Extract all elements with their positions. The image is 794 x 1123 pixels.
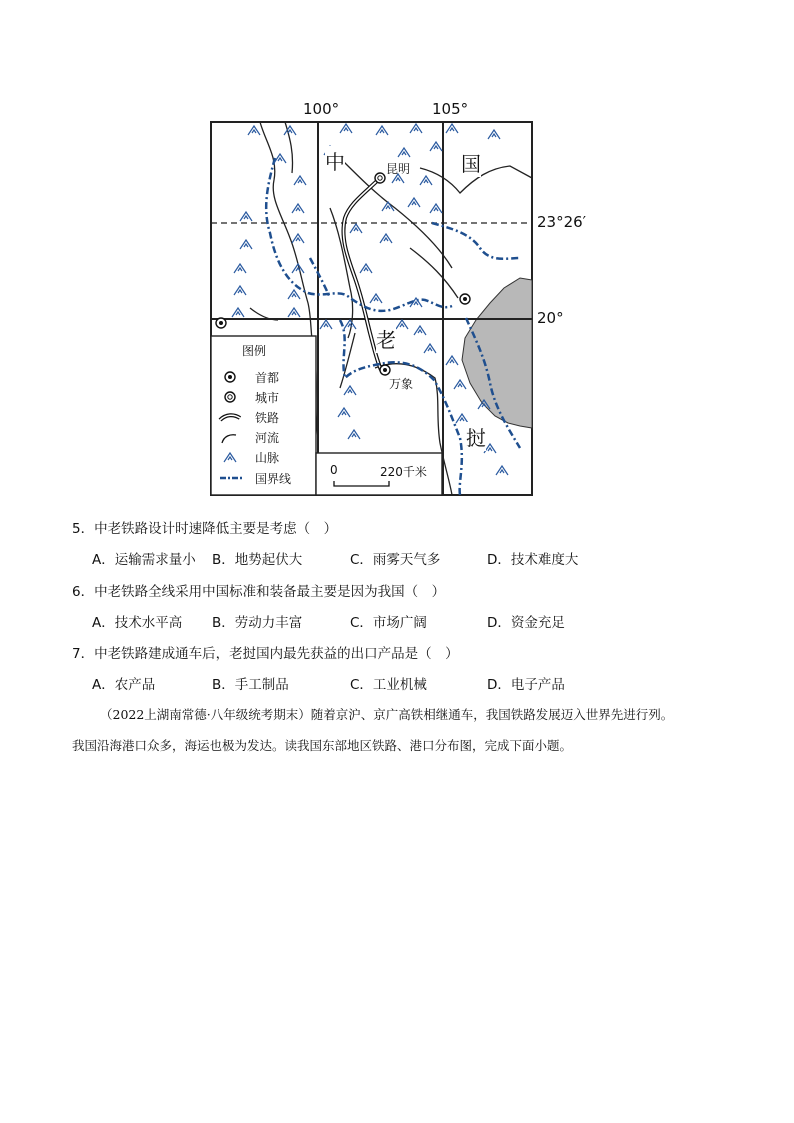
legend-item-mountain: 山脉: [255, 451, 280, 465]
question-6-option-c: C．市场广阔: [350, 615, 427, 631]
question-6-option-b: B．劳动力丰富: [212, 615, 303, 631]
legend-item-border: 国界线: [255, 472, 292, 486]
scale-zero-label: 0: [330, 463, 338, 477]
question-5-option-a: A．运输需求量小: [92, 552, 196, 568]
map-svg: [190, 98, 560, 498]
intro-line-2: 我国沿海港口众多，海运也极为发达。读我国东部地区铁路、港口分布图，完成下面小题。: [72, 738, 573, 753]
question-5-stem: 5．中老铁路设计时速降低主要是考虑（ ）: [72, 521, 338, 537]
capital-icon-west: [216, 318, 226, 328]
question-7-option-a: A．农产品: [92, 677, 156, 693]
question-5-option-d: D．技术难度大: [487, 552, 579, 568]
legend-item-railway: 铁路: [255, 411, 280, 425]
question-5-option-b: B．地势起伏大: [212, 552, 303, 568]
lon-label-100: 100°: [303, 100, 340, 118]
question-5-option-c: C．雨雾天气多: [350, 552, 441, 568]
intro-line-1: （2022上湖南常德·八年级统考期末）随着京沪、京广高铁相继通车，我国铁路发展迈入世界先进行列。: [100, 707, 674, 722]
kunming-city-icon: [375, 173, 385, 183]
country-label-lao: 老: [376, 324, 396, 353]
legend-item-capital: 首都: [255, 371, 280, 385]
capital-icon-east: [460, 294, 470, 304]
scale-value-label: 220千米: [380, 465, 427, 479]
lat-label-tropic: 23°26′: [537, 213, 587, 231]
legend-item-city: 城市: [255, 391, 280, 405]
country-label-guo: 国: [461, 148, 481, 177]
question-6-stem: 6．中老铁路全线采用中国标准和装备最主要是因为我国（ ）: [72, 584, 446, 600]
country-label-wo: 挝: [466, 422, 486, 451]
city-label-kunming: 昆明: [386, 162, 411, 176]
question-7-option-c: C．工业机械: [350, 677, 427, 693]
map-figure: [190, 98, 587, 498]
country-label-zhong: 中: [325, 146, 345, 175]
lat-label-20: 20°: [537, 309, 564, 327]
question-6-option-d: D．资金充足: [487, 615, 565, 631]
legend-item-river: 河流: [255, 431, 280, 445]
lon-label-105: 105°: [432, 100, 469, 118]
legend-title: 图例: [242, 344, 267, 358]
question-7-stem: 7．中老铁路建成通车后，老挝国内最先获益的出口产品是（ ）: [72, 646, 459, 662]
question-7-option-d: D．电子产品: [487, 677, 565, 693]
city-label-vientiane: 万象: [389, 377, 414, 391]
question-7-option-b: B．手工制品: [212, 677, 289, 693]
question-6-option-a: A．技术水平高: [92, 615, 183, 631]
vientiane-capital-icon: [380, 365, 390, 375]
